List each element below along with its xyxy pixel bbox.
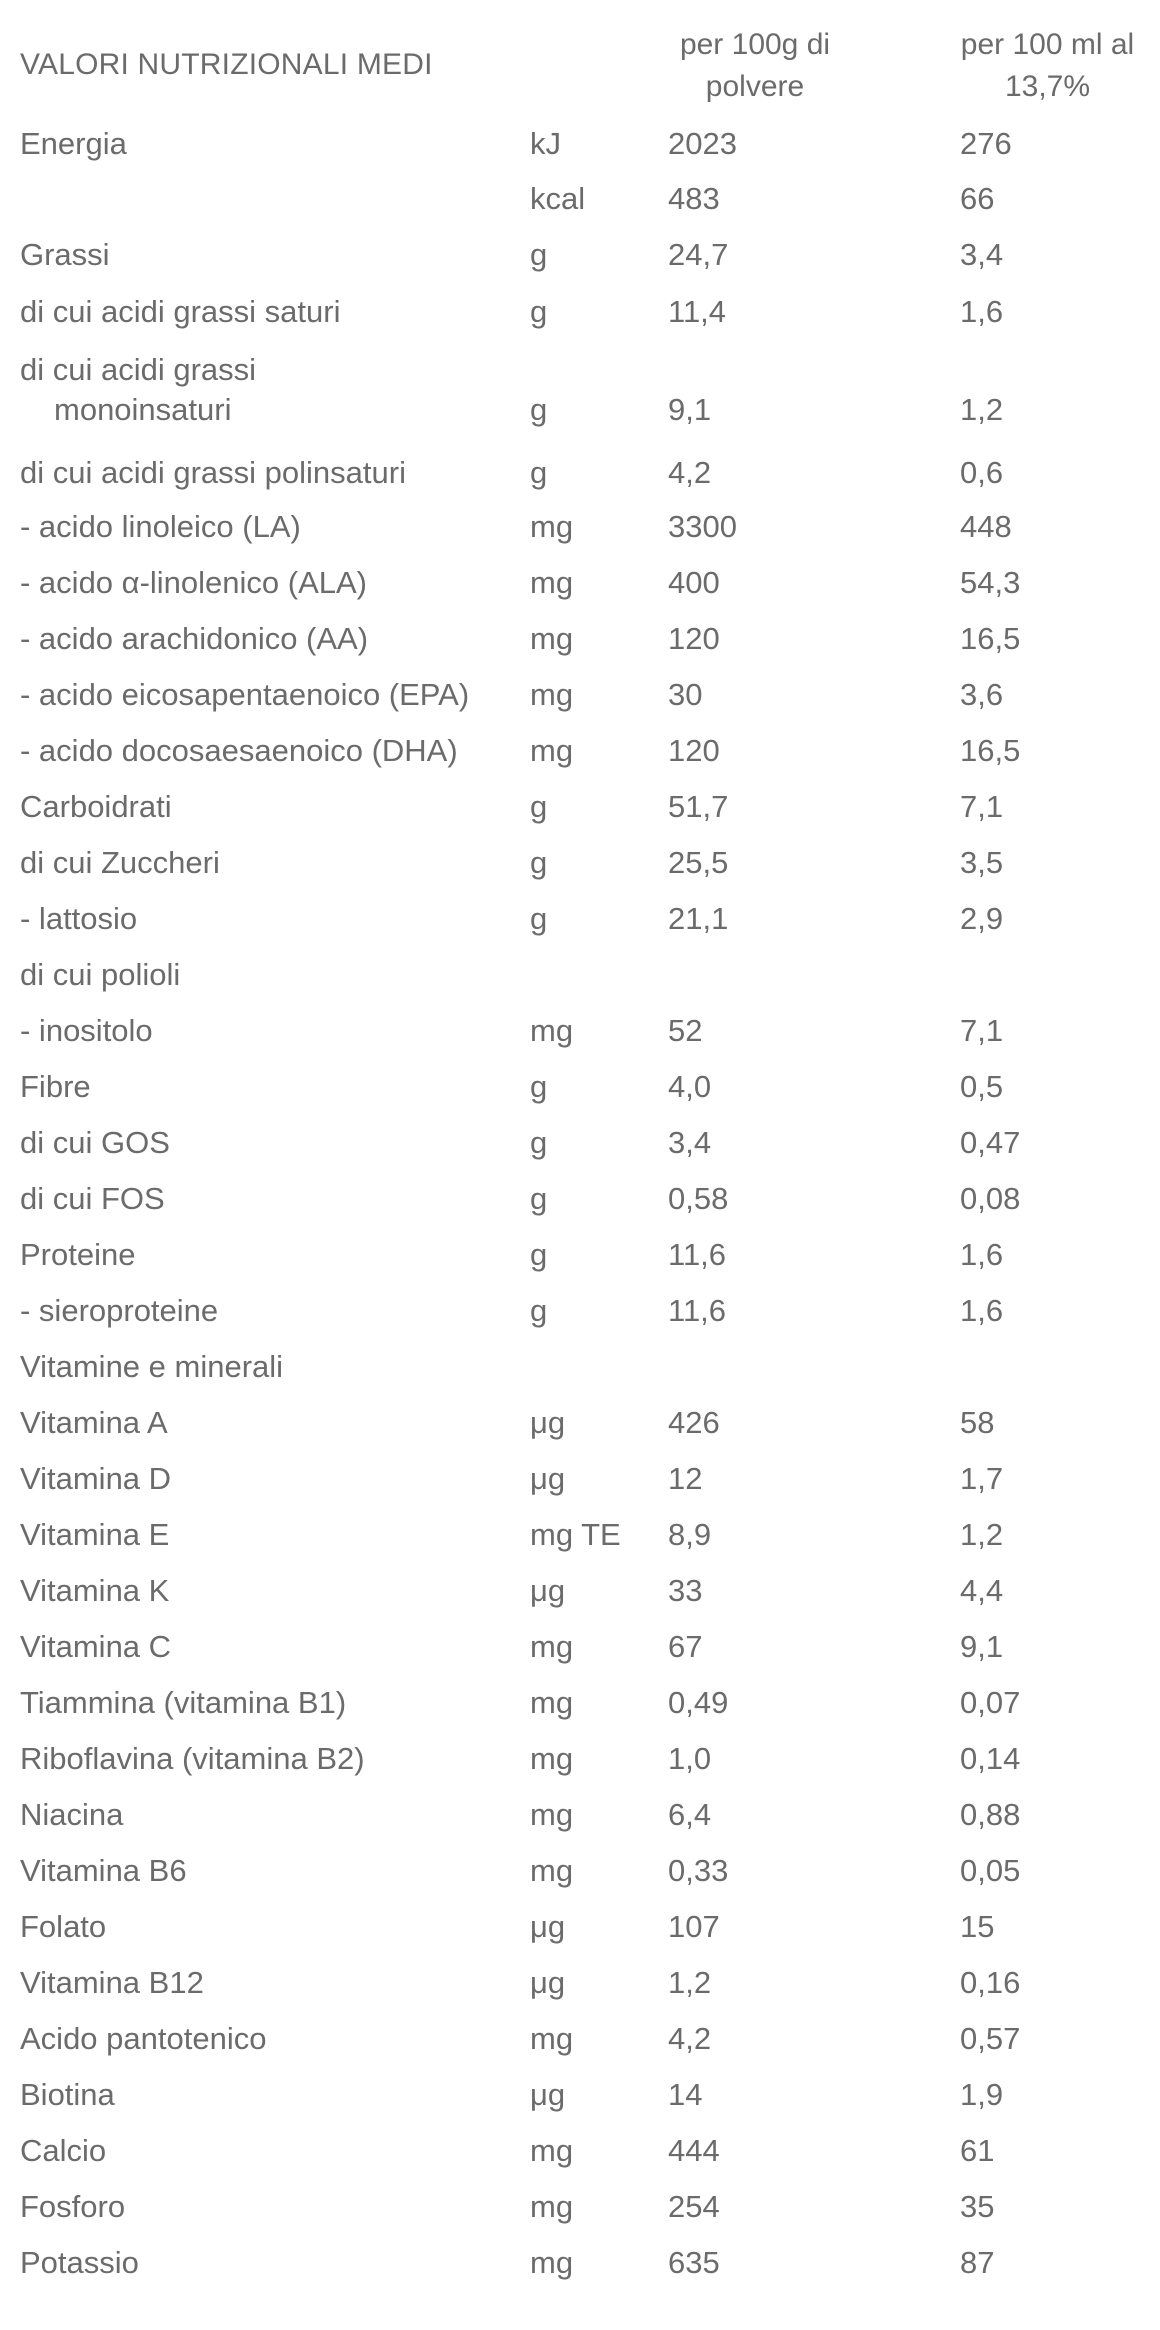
value-per-100ml: 15 [960,1909,995,1944]
value-per-100ml: 3,4 [960,237,1004,272]
nutrient-name: Carboidrati [20,789,172,824]
unit-cell: kJ [530,126,561,161]
value-per-100g: 0,33 [668,1853,729,1888]
value-per-100g: 12 [668,1461,703,1496]
unit-cell: g [530,845,548,880]
value-per-100g: 254 [668,2189,720,2224]
value-per-100g: 6,4 [668,1797,712,1832]
unit-cell: g [530,901,548,936]
unit-cell: mg [530,677,574,712]
nutrient-name: Riboflavina (vitamina B2) [20,1741,365,1776]
value-per-100ml: 7,1 [960,1013,1004,1048]
value-per-100g: 1,0 [668,1741,712,1776]
nutrient-name: Vitamina C [20,1629,172,1664]
value-per-100g: 444 [668,2133,720,2168]
value-per-100ml: 16,5 [960,621,1021,656]
value-per-100ml: 448 [960,509,1012,544]
value-per-100g: 24,7 [668,237,729,272]
unit-cell: mg [530,509,574,544]
value-per-100ml: 16,5 [960,733,1021,768]
nutrient-name: Fibre [20,1069,91,1104]
unit-cell: mg [530,1853,574,1888]
value-per-100g: 14 [668,2077,703,2112]
value-per-100g: 426 [668,1405,720,1440]
value-per-100g: 107 [668,1909,720,1944]
value-per-100g: 400 [668,565,720,600]
value-per-100g: 120 [668,733,720,768]
value-per-100ml: 1,9 [960,2077,1004,2112]
value-per-100ml: 0,88 [960,1797,1021,1832]
nutrient-name: di cui acidi grassi polinsaturi [20,455,406,490]
value-per-100ml: 0,5 [960,1069,1004,1104]
unit-cell: mg [530,621,574,656]
unit-cell: mg [530,1797,574,1832]
nutrient-name: di cui FOS [20,1181,165,1216]
value-per-100g: 0,58 [668,1181,729,1216]
unit-cell: μg [530,1461,566,1496]
value-per-100ml: 276 [960,126,1012,161]
value-per-100g: 21,1 [668,901,729,936]
unit-cell: mg [530,565,574,600]
nutrient-name: Proteine [20,1237,136,1272]
value-per-100ml: 61 [960,2133,995,2168]
nutrient-name: - lattosio [20,901,138,936]
value-per-100ml: 0,57 [960,2021,1021,2056]
value-per-100ml: 9,1 [960,1629,1004,1664]
column-header-per-100ml-line2: 13,7% [1004,70,1091,103]
unit-cell: g [530,1237,548,1272]
value-per-100ml: 66 [960,181,995,216]
value-per-100g: 4,0 [668,1069,712,1104]
nutrient-name-line2: monoinsaturi [54,392,232,427]
value-per-100ml: 1,6 [960,294,1004,329]
unit-cell: μg [530,1909,566,1944]
value-per-100g: 8,9 [668,1517,712,1552]
unit-cell: g [530,237,548,272]
value-per-100g: 1,2 [668,1965,712,2000]
nutrient-name: Niacina [20,1797,124,1832]
value-per-100g: 11,4 [668,294,727,329]
nutrient-name: Vitamina B12 [20,1965,204,2000]
value-per-100ml: 0,07 [960,1685,1021,1720]
unit-cell: g [530,1125,548,1160]
nutrient-name: Folato [20,1909,107,1944]
unit-cell: mg [530,733,574,768]
unit-cell: mg [530,2021,574,2056]
value-per-100g: 0,49 [668,1685,729,1720]
value-per-100ml: 0,47 [960,1125,1021,1160]
column-header-per-100g-line2: polvere [705,70,805,103]
value-per-100g: 67 [668,1629,703,1664]
nutrient-name [20,350,256,430]
unit-cell: μg [530,1965,566,2000]
column-header-per-100ml [935,24,1160,108]
nutrient-name: - acido docosaesaenoico (DHA) [20,733,458,768]
unit-cell: g [530,392,548,427]
value-per-100ml: 7,1 [960,789,1004,824]
value-per-100ml: 1,7 [960,1461,1004,1496]
unit-cell: mg [530,1629,574,1664]
unit-cell: mg [530,1685,574,1720]
nutrient-name: di cui Zuccheri [20,845,220,880]
value-per-100ml: 58 [960,1405,995,1440]
nutrient-name: Acido pantotenico [20,2021,267,2056]
value-per-100g: 483 [668,181,720,216]
value-per-100ml: 54,3 [960,565,1021,600]
unit-cell: mg [530,2245,574,2280]
value-per-100ml: 0,14 [960,1741,1021,1776]
unit-cell: g [530,455,548,490]
value-per-100g: 2023 [668,126,737,161]
column-header-per-100g-line1: per 100g di [679,28,831,61]
nutrient-name: Vitamina E [20,1517,170,1552]
value-per-100ml: 0,6 [960,455,1004,490]
value-per-100g: 11,6 [668,1293,727,1328]
value-per-100ml: 1,2 [960,1517,1004,1552]
nutrient-name: Calcio [20,2133,107,2168]
nutrient-name: - acido linoleico (LA) [20,509,301,544]
value-per-100ml: 87 [960,2245,995,2280]
value-per-100g: 120 [668,621,720,656]
column-header-per-100g [640,24,870,108]
nutrient-name: Fosforo [20,2189,126,2224]
unit-cell: g [530,294,548,329]
nutrient-name: Vitamina B6 [20,1853,187,1888]
nutrient-name: di cui GOS [20,1125,170,1160]
value-per-100g: 52 [668,1013,703,1048]
column-header-per-100ml-line1: per 100 ml al [960,28,1135,61]
value-per-100ml: 4,4 [960,1573,1004,1608]
unit-cell: g [530,1069,548,1104]
nutrient-name: Vitamina K [20,1573,170,1608]
value-per-100ml: 1,2 [960,392,1004,427]
unit-cell: g [530,1293,548,1328]
value-per-100ml: 1,6 [960,1237,1004,1272]
value-per-100g: 4,2 [668,455,712,490]
nutrient-name: Grassi [20,237,110,272]
value-per-100g: 11,6 [668,1237,727,1272]
nutrient-name: - sieroproteine [20,1293,219,1328]
unit-cell: kcal [530,181,586,216]
value-per-100g: 25,5 [668,845,729,880]
value-per-100g: 30 [668,677,703,712]
value-per-100ml: 2,9 [960,901,1004,936]
nutrient-name: Biotina [20,2077,115,2112]
nutrient-name: - acido arachidonico (AA) [20,621,369,656]
nutrient-name: - inositolo [20,1013,153,1048]
unit-cell: mg [530,1013,574,1048]
unit-cell: mg [530,2189,574,2224]
value-per-100ml: 0,08 [960,1181,1021,1216]
value-per-100g: 51,7 [668,789,729,824]
value-per-100g: 9,1 [668,392,712,427]
value-per-100g: 635 [668,2245,720,2280]
unit-cell: mg TE [530,1517,621,1552]
nutrient-name: Tiammina (vitamina B1) [20,1685,347,1720]
value-per-100ml: 35 [960,2189,995,2224]
nutrient-name: - acido eicosapentaenoico (EPA) [20,677,470,712]
nutrient-name: Vitamina A [20,1405,168,1440]
nutrient-name: di cui acidi grassi saturi [20,294,341,329]
value-per-100ml: 0,05 [960,1853,1021,1888]
nutrient-name: Vitamina D [20,1461,172,1496]
nutrient-name: Energia [20,126,127,161]
value-per-100g: 3,4 [668,1125,712,1160]
nutrient-name-line1: di cui acidi grassi [20,352,257,387]
unit-cell: g [530,789,548,824]
unit-cell: μg [530,2077,566,2112]
unit-cell: μg [530,1405,566,1440]
nutrient-name: Vitamine e minerali [20,1349,284,1384]
table-title: VALORI NUTRIZIONALI MEDI [20,48,433,81]
value-per-100g: 4,2 [668,2021,712,2056]
unit-cell: μg [530,1573,566,1608]
nutrient-name: Potassio [20,2245,139,2280]
value-per-100ml: 3,6 [960,677,1004,712]
unit-cell: mg [530,2133,574,2168]
value-per-100ml: 3,5 [960,845,1004,880]
value-per-100g: 33 [668,1573,703,1608]
value-per-100g: 3300 [668,509,737,544]
nutrient-name: di cui polioli [20,957,181,992]
value-per-100ml: 1,6 [960,1293,1004,1328]
nutrient-name: - acido α-linolenico (ALA) [20,565,368,600]
unit-cell: mg [530,1741,574,1776]
value-per-100ml: 0,16 [960,1965,1021,2000]
unit-cell: g [530,1181,548,1216]
